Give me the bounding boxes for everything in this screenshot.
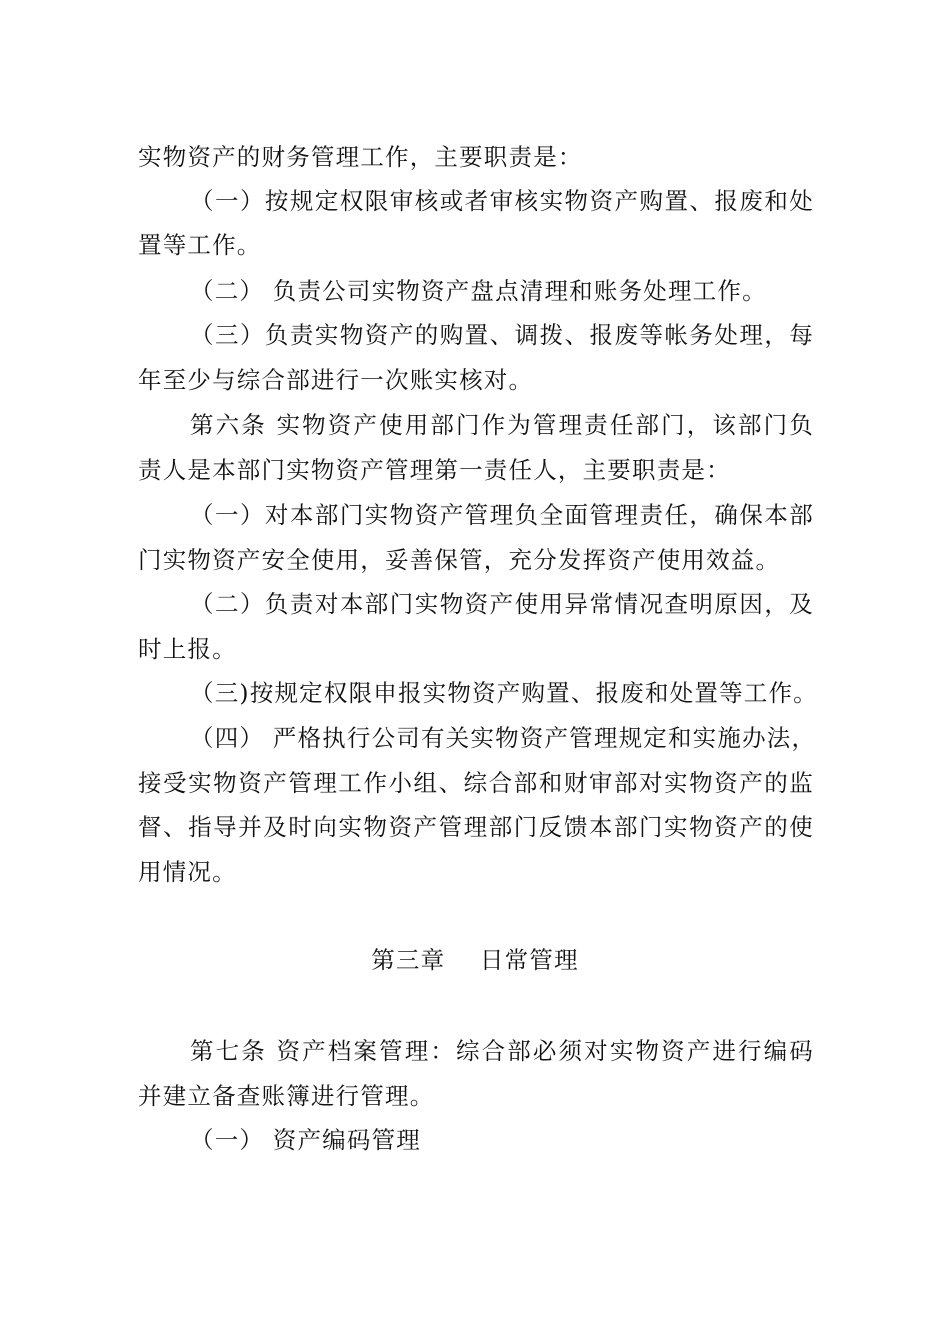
paragraph-line: （一）对本部门实物资产管理负全面管理责任，确保本部 [190,501,814,529]
paragraph-line: （三）负责实物资产的购置、调拨、报废等帐务处理，每 [190,321,814,349]
paragraph-line: 并建立备查账簿进行管理。 [138,1082,435,1110]
paragraph-line: （一） 资产编码管理 [190,1126,421,1154]
paragraph-line: 接受实物资产管理工作小组、综合部和财审部对实物资产的监 [138,769,814,797]
paragraph-line: 第六条 实物资产使用部门作为管理责任部门，该部门负 [190,411,814,439]
paragraph-line: 门实物资产安全使用，妥善保管，充分发挥资产使用效益。 [138,546,781,574]
paragraph-line: 年至少与综合部进行一次账实核对。 [138,366,534,394]
paragraph-line: 置等工作。 [138,231,262,259]
paragraph-line: （二）负责对本部门实物资产使用异常情况查明原因，及 [190,590,814,618]
paragraph-line: 用情况。 [138,858,237,886]
paragraph-line: 实物资产的财务管理工作，主要职责是： [138,143,583,171]
paragraph-line: 时上报。 [138,635,237,663]
paragraph-line: （三)按规定权限申报实物资产购置、报废和处置等工作。 [190,679,818,707]
paragraph-line: 责人是本部门实物资产管理第一责任人，主要职责是： [138,456,731,484]
paragraph-line: （二） 负责公司实物资产盘点清理和账务处理工作。 [190,277,767,305]
paragraph-line: （一）按规定权限审核或者审核实物资产购置、报废和处 [190,187,814,215]
paragraph-line: 第七条 资产档案管理：综合部必须对实物资产进行编码 [190,1037,814,1065]
chapter-heading: 第三章 日常管理 [371,946,579,974]
paragraph-line: （四） 严格执行公司有关实物资产管理规定和实施办法， [190,724,817,752]
paragraph-line: 督、指导并及时向实物资产管理部门反馈本部门实物资产的使 [138,813,814,841]
